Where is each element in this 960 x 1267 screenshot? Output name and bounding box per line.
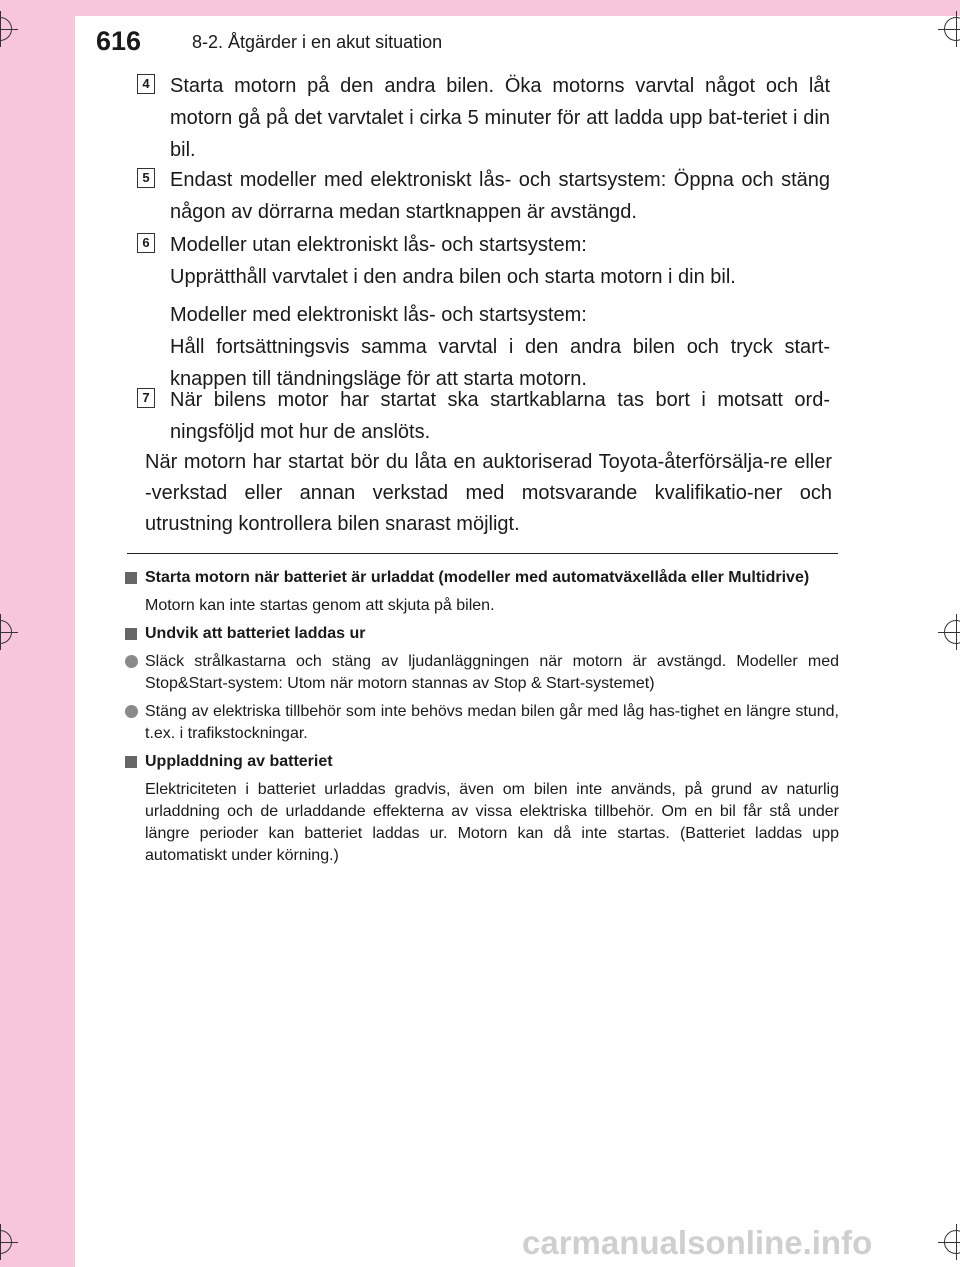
section-title: 8-2. Åtgärder i en akut situation xyxy=(192,32,443,52)
step-7 xyxy=(130,384,830,448)
watermark: carmanualsonline.info xyxy=(522,1224,873,1261)
notes-section xyxy=(125,567,839,867)
registration-mark-icon xyxy=(938,1224,960,1260)
page-number: 616 xyxy=(96,26,142,56)
note-heading: Uppladdning av batteriet xyxy=(125,751,839,773)
note-heading: Starta motorn när batteriet är urladdat (modeller med automatväxellåda eller Multidrive) xyxy=(125,567,839,589)
bullet-dot-icon xyxy=(125,705,138,718)
step-number-badge: 5 xyxy=(137,168,155,188)
note-bullet: Stäng av elektriska tillbehör som inte behövs medan bilen går med låg has-tighet en längre stund, t.ex. i trafikstockningar. xyxy=(125,701,839,745)
square-marker-icon xyxy=(125,572,137,584)
step-text-a-line2: Upprätthåll varvtalet i den andra bilen och starta motorn i din bil. xyxy=(170,266,736,288)
step-5 xyxy=(130,164,830,228)
registration-mark-icon xyxy=(938,614,960,650)
registration-mark-icon xyxy=(0,614,18,650)
square-marker-icon xyxy=(125,756,137,768)
note-heading: Undvik att batteriet laddas ur xyxy=(125,623,839,645)
closing-paragraph: När motorn har startat bör du låta en auktoriserad Toyota-återförsälja-re eller -verkstad eller annan verkstad med motsvarande kvalifikatio-ner och utrustning kontrollera bilen snarast möjligt. xyxy=(145,451,832,535)
step-number-badge: 6 xyxy=(137,233,155,253)
step-number-badge: 4 xyxy=(137,74,155,94)
step-text-b-line2: Håll fortsättningsvis samma varvtal i den andra bilen och tryck start-knappen till tändningsläge för att starta motorn. xyxy=(170,336,830,390)
step-number-badge: 7 xyxy=(137,388,155,408)
square-marker-icon xyxy=(125,628,137,640)
page-top-band xyxy=(75,0,960,16)
note-bullet: Släck strålkastarna och stäng av ljudanläggningen när motorn är avstängd. Modeller med Stop&Start-system: Utom när motorn stannas av Stop & Start-systemet) xyxy=(125,651,839,695)
note-body: Motorn kan inte startas genom att skjuta på bilen. xyxy=(145,597,495,614)
registration-mark-icon xyxy=(0,11,18,47)
step-6 xyxy=(130,229,830,395)
step-4 xyxy=(130,70,830,166)
registration-mark-icon xyxy=(938,11,960,47)
step-text: Starta motorn på den andra bilen. Öka motorns varvtal något och låt motorn gå på det varvtalet i cirka 5 minuter för att ladda upp bat-teriet i din bil. xyxy=(170,75,830,161)
note-body: Elektriciteten i batteriet urladdas gradvis, även om bilen inte används, på grund av naturlig urladdning och de urladdande effekterna av vissa elektriska tillbehör. Om en bil får stå under längre perioder kan batteriet laddas ur. Motorn kan då inte startas. (Batteriet laddas upp automatiskt under körning.) xyxy=(145,781,839,864)
step-text-b-line1: Modeller med elektroniskt lås- och startsystem: xyxy=(170,304,587,326)
step-text-a-line1: Modeller utan elektroniskt lås- och startsystem: xyxy=(170,234,587,256)
step-text: När bilens motor har startat ska startkablarna tas bort i motsatt ord-ningsföljd mot hur de anslöts. xyxy=(170,389,830,443)
step-text: Endast modeller med elektroniskt lås- och startsystem: Öppna och stäng någon av dörrarna medan startknappen är avstängd. xyxy=(170,169,830,223)
section-divider xyxy=(127,553,838,554)
registration-mark-icon xyxy=(0,1224,18,1260)
bullet-dot-icon xyxy=(125,655,138,668)
